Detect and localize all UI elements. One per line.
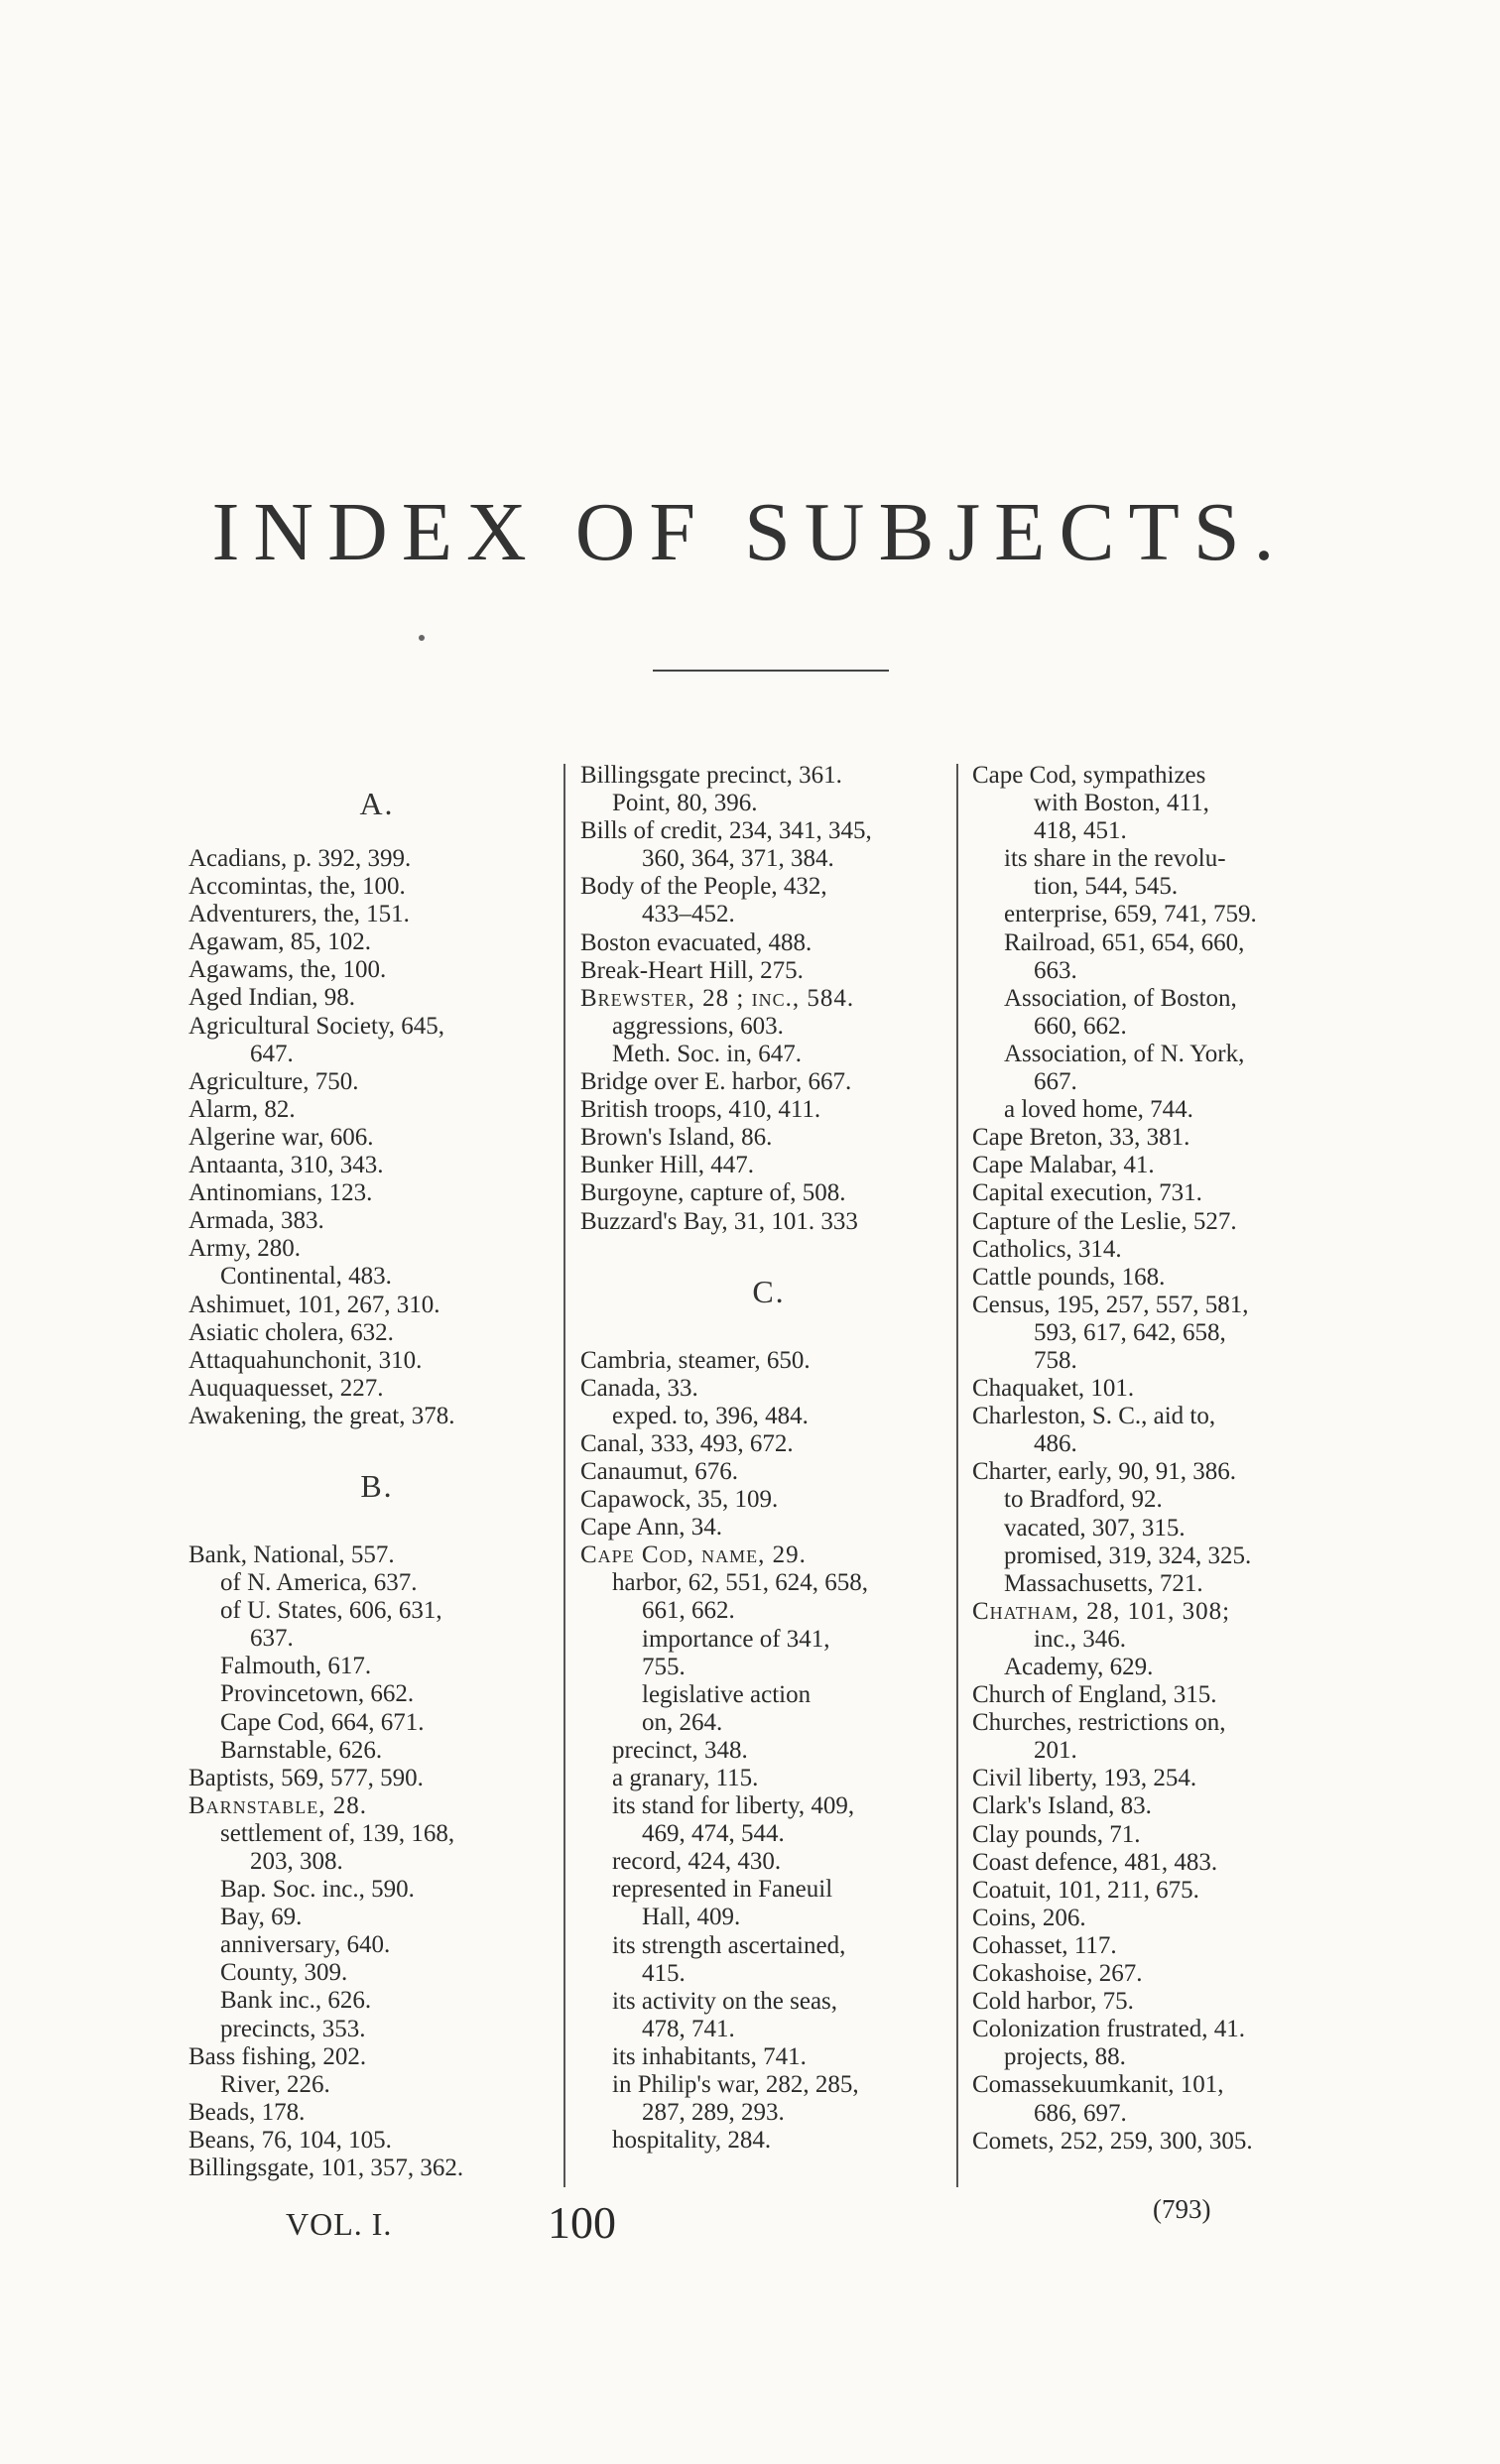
index-entry: Brewster, 28 ; inc., 584. bbox=[580, 984, 855, 1012]
index-subentry: 667. bbox=[1034, 1068, 1077, 1096]
index-subentry: 433–452. bbox=[642, 901, 735, 928]
index-subentry: 661, 662. bbox=[642, 1597, 735, 1625]
index-subentry: 201. bbox=[1034, 1737, 1077, 1765]
index-entry: Billingsgate precinct, 361. bbox=[580, 762, 842, 789]
index-subentry: 469, 474, 544. bbox=[642, 1820, 785, 1848]
index-entry: Billingsgate, 101, 357, 362. bbox=[188, 2155, 464, 2182]
index-subentry: promised, 319, 324, 325. bbox=[1004, 1541, 1252, 1569]
index-subentry: hospitality, 284. bbox=[612, 2127, 772, 2155]
index-entry: Colonization frustrated, 41. bbox=[972, 2016, 1245, 2043]
index-subentry: its stand for liberty, 409, bbox=[612, 1792, 855, 1820]
index-entry: Cape Breton, 33, 381. bbox=[972, 1124, 1190, 1152]
index-entry: Clark's Island, 83. bbox=[972, 1792, 1152, 1820]
index-entry: Burgoyne, capture of, 508. bbox=[580, 1179, 846, 1207]
index-subentry: Massachusetts, 721. bbox=[1004, 1569, 1203, 1597]
index-entry: Cohasset, 117. bbox=[972, 1931, 1117, 1959]
index-subentry: with Boston, 411, bbox=[1034, 790, 1209, 817]
index-subentry: vacated, 307, 315. bbox=[1004, 1514, 1186, 1541]
index-subentry: Hall, 409. bbox=[642, 1904, 741, 1931]
index-entry: Antaanta, 310, 343. bbox=[188, 1152, 384, 1179]
index-entry: Alarm, 82. bbox=[188, 1095, 296, 1123]
index-entry: Bank, National, 557. bbox=[188, 1540, 395, 1568]
index-subentry: Falmouth, 617. bbox=[220, 1653, 372, 1680]
index-entry: Aged Indian, 98. bbox=[188, 984, 356, 1012]
index-subentry: Academy, 629. bbox=[1004, 1654, 1154, 1680]
index-subentry: County, 309. bbox=[220, 1959, 348, 1987]
index-entry: Agawam, 85, 102. bbox=[188, 928, 371, 956]
index-subentry: Meth. Soc. in, 647. bbox=[612, 1040, 802, 1067]
section-letter-heading: B. bbox=[360, 1467, 394, 1504]
index-entry: Cape Cod, sympathizes bbox=[972, 762, 1206, 789]
index-entry: Cattle pounds, 168. bbox=[972, 1263, 1166, 1291]
section-letter-heading: C. bbox=[752, 1273, 786, 1309]
index-subentry: 360, 364, 371, 384. bbox=[642, 845, 834, 873]
index-entry: Accomintas, the, 100. bbox=[188, 873, 406, 901]
volume-label: VOL. I. bbox=[286, 2206, 393, 2242]
index-entry: Boston evacuated, 488. bbox=[580, 928, 812, 956]
index-entry: Catholics, 314. bbox=[972, 1235, 1122, 1263]
index-subentry: 478, 741. bbox=[642, 2015, 735, 2042]
index-subentry: of N. America, 637. bbox=[220, 1569, 418, 1597]
index-subentry: its activity on the seas, bbox=[612, 1987, 838, 2015]
index-entry: Canada, 33. bbox=[580, 1374, 698, 1402]
index-entry: Bills of credit, 234, 341, 345, bbox=[580, 817, 872, 845]
index-subentry: 686, 697. bbox=[1034, 2099, 1127, 2127]
index-entry: Church of England, 315. bbox=[972, 1681, 1217, 1709]
index-subentry: represented in Faneuil bbox=[612, 1876, 833, 1904]
index-entry: Comets, 252, 259, 300, 305. bbox=[972, 2127, 1253, 2155]
index-subentry: on, 264. bbox=[642, 1708, 723, 1736]
index-subentry: 755. bbox=[642, 1653, 686, 1680]
index-entry: Comassekuumkanit, 101, bbox=[972, 2071, 1224, 2099]
index-entry: Brown's Island, 86. bbox=[580, 1124, 773, 1152]
index-subentry: 287, 289, 293. bbox=[642, 2099, 785, 2127]
index-entry: Bunker Hill, 447. bbox=[580, 1152, 754, 1179]
index-entry: Baptists, 569, 577, 590. bbox=[188, 1764, 424, 1791]
index-entry: Awakening, the great, 378. bbox=[188, 1402, 455, 1429]
index-subentry: Cape Cod, 664, 671. bbox=[220, 1708, 425, 1736]
index-entry: Cambria, steamer, 650. bbox=[580, 1346, 811, 1374]
index-subentry: tion, 544, 545. bbox=[1034, 873, 1179, 901]
index-entry: Barnstable, 28. bbox=[188, 1791, 367, 1819]
index-subentry: harbor, 62, 551, 624, 658, bbox=[612, 1569, 868, 1597]
index-subentry: importance of 341, bbox=[642, 1625, 830, 1653]
index-entry: Ashimuet, 101, 267, 310. bbox=[188, 1291, 440, 1318]
index-subentry: aggressions, 603. bbox=[612, 1012, 784, 1040]
index-entry: Bass fishing, 202. bbox=[188, 2042, 367, 2070]
index-entry: Asiatic cholera, 632. bbox=[188, 1318, 394, 1346]
index-subentry: anniversary, 640. bbox=[220, 1931, 391, 1959]
index-subentry: 660, 662. bbox=[1034, 1012, 1127, 1040]
index-entry: Cape Malabar, 41. bbox=[972, 1152, 1155, 1179]
index-subentry: Continental, 483. bbox=[220, 1263, 392, 1291]
index-entry: Charleston, S. C., aid to, bbox=[972, 1403, 1216, 1430]
page-title: INDEX OF SUBJECTS. bbox=[211, 486, 1289, 578]
index-entry: Canal, 333, 493, 672. bbox=[580, 1429, 794, 1457]
index-entry: Bridge over E. harbor, 667. bbox=[580, 1068, 852, 1096]
index-entry: Cape Ann, 34. bbox=[580, 1514, 723, 1541]
index-entry: Agriculture, 750. bbox=[188, 1067, 359, 1095]
index-subentry: Bank inc., 626. bbox=[220, 1987, 372, 2015]
index-entry: Capital execution, 731. bbox=[972, 1179, 1202, 1207]
page-number: (793) bbox=[1153, 2194, 1211, 2224]
index-entry: Cape Cod, name, 29. bbox=[580, 1541, 807, 1569]
index-entry: Algerine war, 606. bbox=[188, 1123, 374, 1151]
index-entry: Body of the People, 432, bbox=[580, 873, 827, 901]
index-entry: Acadians, p. 392, 399. bbox=[188, 845, 412, 872]
index-entry: Coast defence, 481, 483. bbox=[972, 1848, 1218, 1876]
index-subentry: inc., 346. bbox=[1034, 1625, 1127, 1653]
section-letter-heading: A. bbox=[359, 786, 395, 821]
index-entry: Auquaquesset, 227. bbox=[188, 1374, 384, 1402]
index-subentry: its inhabitants, 741. bbox=[612, 2042, 807, 2070]
index-column-3 bbox=[972, 762, 1349, 2156]
index-entry: Coatuit, 101, 211, 675. bbox=[972, 1876, 1199, 1904]
index-entry: Clay pounds, 71. bbox=[972, 1820, 1141, 1848]
index-entry: Churches, restrictions on, bbox=[972, 1709, 1226, 1737]
index-entry: Capture of the Leslie, 527. bbox=[972, 1207, 1237, 1235]
index-entry: British troops, 410, 411. bbox=[580, 1096, 821, 1124]
index-column-2 bbox=[580, 762, 957, 2155]
index-entry: Cokashoise, 267. bbox=[972, 1960, 1143, 1988]
index-subentry: Point, 80, 396. bbox=[612, 790, 758, 817]
index-entry: Chaquaket, 101. bbox=[972, 1375, 1135, 1403]
index-entry: Capawock, 35, 109. bbox=[580, 1486, 779, 1514]
index-entry: Antinomians, 123. bbox=[188, 1179, 373, 1207]
index-subentry: precincts, 353. bbox=[220, 2015, 366, 2042]
title-rule bbox=[653, 670, 889, 672]
index-subentry: Provincetown, 662. bbox=[220, 1680, 415, 1708]
index-subentry: a granary, 115. bbox=[612, 1765, 759, 1791]
index-entry: Charter, early, 90, 91, 386. bbox=[972, 1458, 1237, 1486]
index-subentry: its share in the revolu- bbox=[1004, 845, 1226, 873]
index-column-1 bbox=[188, 762, 565, 2182]
index-subentry: 647. bbox=[250, 1040, 294, 1067]
index-subentry: Association, of Boston, bbox=[1004, 984, 1237, 1012]
index-entry: Cold harbor, 75. bbox=[972, 1988, 1134, 2016]
index-subentry: settlement of, 139, 168, bbox=[220, 1819, 455, 1847]
index-subentry: 758. bbox=[1034, 1346, 1077, 1374]
index-subentry: precinct, 348. bbox=[612, 1736, 748, 1764]
index-subentry: its strength ascertained, bbox=[612, 1931, 846, 1959]
index-subentry: Bap. Soc. inc., 590. bbox=[220, 1876, 415, 1904]
index-entry: Adventurers, the, 151. bbox=[188, 901, 410, 928]
index-entry: Beads, 178. bbox=[188, 2098, 306, 2126]
index-entry: Chatham, 28, 101, 308; bbox=[972, 1597, 1231, 1625]
index-subentry: 418, 451. bbox=[1034, 817, 1127, 845]
index-subentry: 415. bbox=[642, 1959, 686, 1987]
index-subentry: 663. bbox=[1034, 956, 1077, 984]
column-divider bbox=[956, 764, 958, 2187]
ink-speck bbox=[419, 635, 425, 641]
index-entry: Beans, 76, 104, 105. bbox=[188, 2126, 392, 2154]
index-subentry: a loved home, 744. bbox=[1004, 1096, 1193, 1124]
index-subentry: legislative action bbox=[642, 1680, 812, 1708]
index-subentry: Railroad, 651, 654, 660, bbox=[1004, 928, 1245, 956]
index-entry: Canaumut, 676. bbox=[580, 1457, 739, 1485]
index-entry: Army, 280. bbox=[188, 1235, 301, 1263]
index-entry: Census, 195, 257, 557, 581, bbox=[972, 1291, 1249, 1318]
index-entry: Armada, 383. bbox=[188, 1207, 324, 1235]
index-subentry: projects, 88. bbox=[1004, 2043, 1126, 2071]
index-subentry: to Bradford, 92. bbox=[1004, 1486, 1163, 1514]
index-entry: Attaquahunchonit, 310. bbox=[188, 1346, 423, 1374]
index-subentry: Barnstable, 626. bbox=[220, 1736, 383, 1764]
index-subentry: 593, 617, 642, 658, bbox=[1034, 1318, 1226, 1346]
index-entry: Agawams, the, 100. bbox=[188, 956, 387, 984]
index-subentry: Bay, 69. bbox=[220, 1904, 303, 1931]
index-subentry: Association, of N. York, bbox=[1004, 1040, 1245, 1067]
index-subentry: enterprise, 659, 741, 759. bbox=[1004, 901, 1257, 928]
index-subentry: River, 226. bbox=[220, 2070, 330, 2098]
index-subentry: 637. bbox=[250, 1625, 294, 1653]
index-subentry: exped. to, 396, 484. bbox=[612, 1402, 809, 1429]
index-entry: Break-Heart Hill, 275. bbox=[580, 956, 804, 984]
signature-mark: 100 bbox=[548, 2197, 616, 2248]
index-subentry: of U. States, 606, 631, bbox=[220, 1597, 442, 1625]
index-subentry: record, 424, 430. bbox=[612, 1848, 782, 1876]
column-divider bbox=[563, 764, 565, 2187]
index-entry: Agricultural Society, 645, bbox=[188, 1012, 445, 1040]
index-subentry: in Philip's war, 282, 285, bbox=[612, 2071, 859, 2099]
index-entry: Coins, 206. bbox=[972, 1904, 1086, 1931]
index-subentry: 486. bbox=[1034, 1430, 1077, 1458]
index-subentry: 203, 308. bbox=[250, 1848, 343, 1875]
index-entry: Buzzard's Bay, 31, 101. 333 bbox=[580, 1207, 858, 1235]
index-entry: Civil liberty, 193, 254. bbox=[972, 1765, 1197, 1792]
